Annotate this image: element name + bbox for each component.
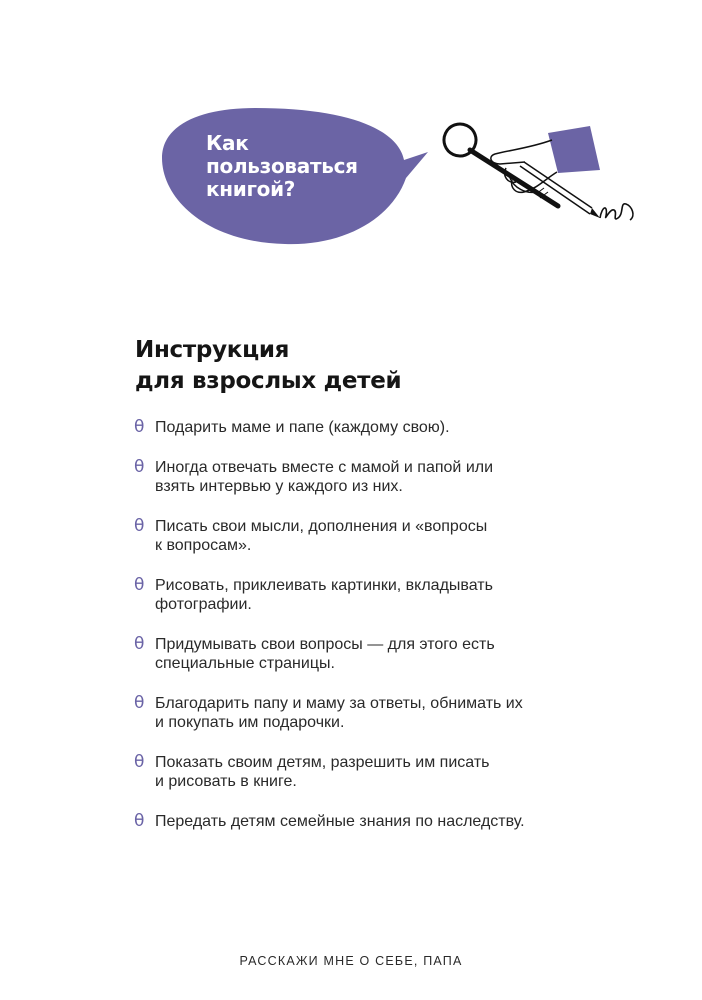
bubble-title xyxy=(206,132,406,201)
list-item-text: Иногда отвечать вместе с мамой и папой или xyxy=(155,458,494,476)
list-item xyxy=(134,458,594,497)
theta-bullet-icon: θ xyxy=(134,692,145,713)
instruction-list xyxy=(134,418,594,851)
bubble-line: пользоваться xyxy=(206,154,358,178)
theta-bullet-icon: θ xyxy=(134,456,145,477)
bubble-line: книгой? xyxy=(206,177,296,201)
theta-bullet-icon: θ xyxy=(134,515,145,536)
theta-bullet-icon: θ xyxy=(134,633,145,654)
list-item-text: и покупать им подарочки. xyxy=(155,714,345,731)
list-item-text: Благодарить папу и маму за ответы, обнимать их xyxy=(155,694,523,712)
theta-bullet-icon: θ xyxy=(134,751,145,772)
bubble-line: Как xyxy=(206,131,249,155)
heading-line: для взрослых детей xyxy=(135,368,402,394)
list-item xyxy=(134,635,594,674)
list-item xyxy=(134,517,594,556)
heading-line: Инструкция xyxy=(135,337,290,363)
list-item xyxy=(134,694,594,733)
theta-bullet-icon: θ xyxy=(134,574,145,595)
list-item-text: фотографии. xyxy=(155,596,252,613)
theta-bullet-icon: θ xyxy=(134,417,145,437)
list-item-text: Рисовать, приклеивать картинки, вкладывать xyxy=(155,576,493,594)
theta-bullet-icon: θ xyxy=(134,810,145,831)
list-item xyxy=(134,812,594,832)
list-item-text: и рисовать в книге. xyxy=(155,773,297,790)
list-item-text: взять интервью у каждого из них. xyxy=(155,478,403,495)
list-item-text: Передать детям семейные знания по наследству. xyxy=(155,812,525,830)
list-item xyxy=(134,576,594,615)
list-item-text: специальные страницы. xyxy=(155,655,335,672)
list-item xyxy=(134,418,594,438)
running-footer: РАССКАЖИ МНЕ О СЕБЕ, ПАПА xyxy=(239,954,463,968)
list-item-text: Писать свои мысли, дополнения и «вопросы xyxy=(155,517,488,535)
list-item-text: Показать своим детям, разрешить им писать xyxy=(155,753,490,771)
hand-holding-pen-with-microphone-icon xyxy=(440,118,640,238)
list-item-text: Придумывать свои вопросы — для этого есть xyxy=(155,635,495,653)
list-item-text: к вопросам». xyxy=(155,537,252,554)
list-item xyxy=(134,753,594,792)
page-heading xyxy=(135,335,635,397)
list-item-text: Подарить маме и папе (каждому свою). xyxy=(155,419,450,436)
speech-bubble xyxy=(160,100,435,250)
